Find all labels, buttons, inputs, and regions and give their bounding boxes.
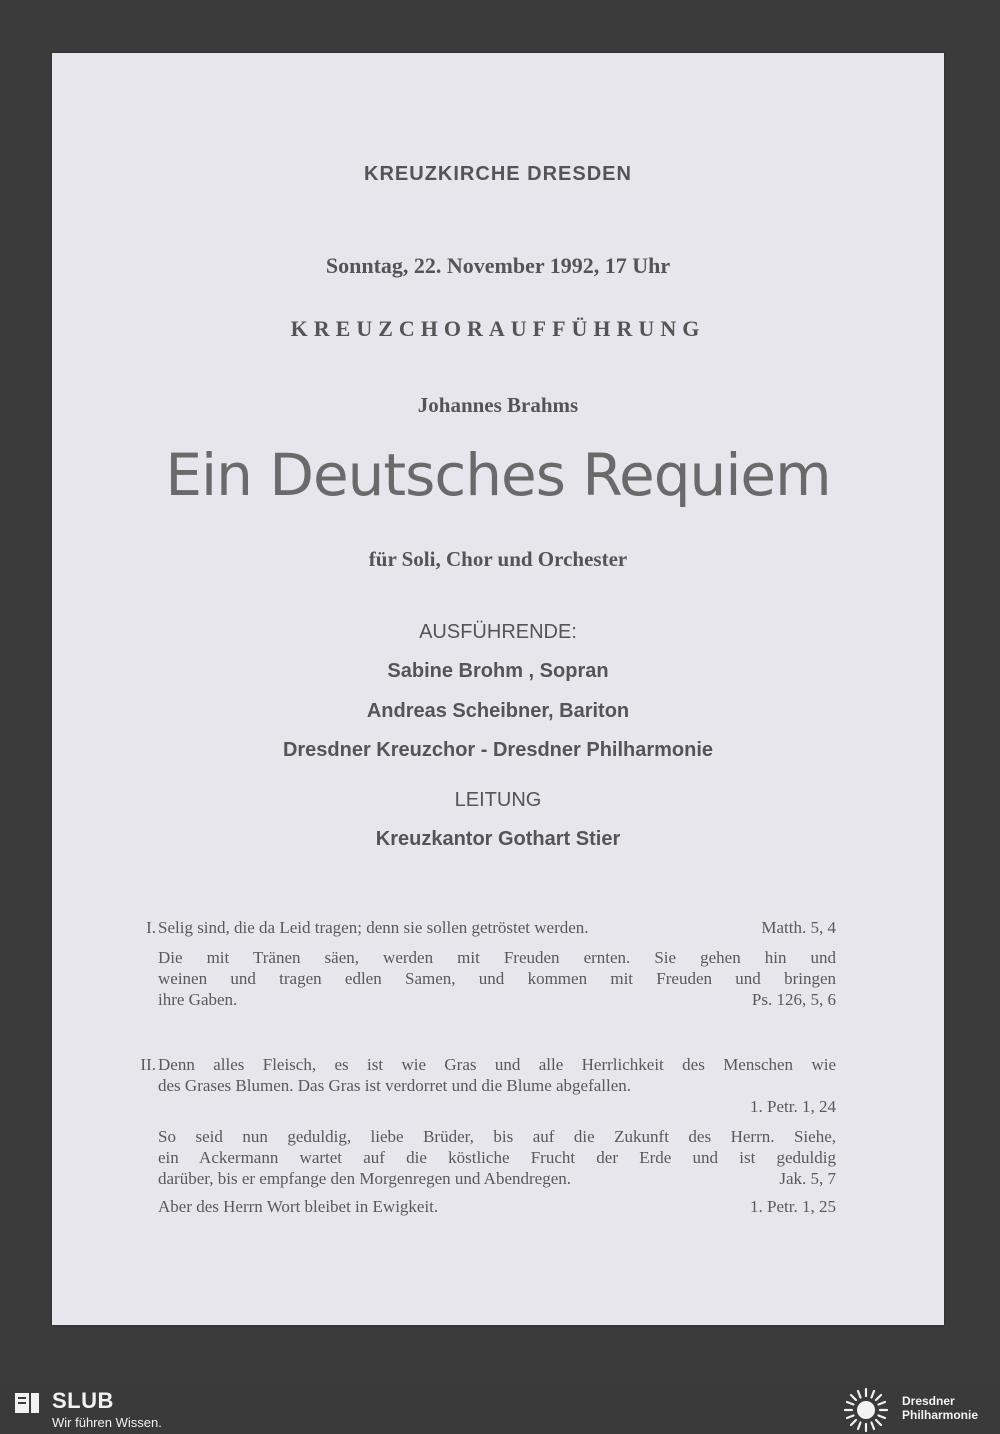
verse-text: Denn alles Fleisch, es ist wie Gras und alle Herrlichkeit des Menschen wie xyxy=(158,1055,836,1074)
verse-text: Selig sind, die da Leid tragen; denn sie sollen getröstet werden. xyxy=(158,918,589,937)
movement-number: I. xyxy=(146,918,156,937)
performer-ensembles: Dresdner Kreuzchor - Dresdner Philharmonie xyxy=(282,739,714,761)
performers-heading: AUSFÜHRENDE: xyxy=(419,621,577,643)
library-tagline: Wir führen Wissen. xyxy=(52,1415,162,1430)
verse-text: Die mit Tränen säen, werden mit Freuden ernten. Sie gehen hin und xyxy=(158,948,836,967)
scripture-ref: 1. Petr. 1, 25 xyxy=(750,1197,836,1216)
program-sheet xyxy=(52,53,944,1325)
scripture-ref: Ps. 126, 5, 6 xyxy=(751,990,836,1009)
viewer-footer xyxy=(0,1384,1000,1434)
philharmonie-logo-icon xyxy=(842,1386,890,1434)
slub-logo-icon xyxy=(14,1390,40,1416)
scripture-ref: Matth. 5, 4 xyxy=(761,918,836,937)
scripture-ref: Jak. 5, 7 xyxy=(779,1169,836,1188)
verse-text: darüber, bis er empfange den Morgenregen und Abendregen. xyxy=(158,1169,571,1188)
venue-heading: KREUZKIRCHE DRESDEN xyxy=(364,163,632,185)
verse-text: So seid nun geduldig, liebe Brüder, bis auf die Zukunft des Herrn. Siehe, xyxy=(158,1127,836,1146)
leadership-heading: LEITUNG xyxy=(454,789,542,811)
verse-text: ihre Gaben. xyxy=(158,990,238,1009)
partner-name-line1: Dresdner xyxy=(902,1394,955,1408)
conductor-name: Kreuzkantor Gothart Stier xyxy=(375,828,621,850)
event-title: KREUZCHORAUFFÜHRUNG xyxy=(290,316,706,341)
text-line xyxy=(158,917,836,938)
verse-text: des Grases Blumen. Das Gras ist verdorret und die Blume abgefallen. xyxy=(158,1076,632,1095)
work-title: Ein Deutsches Requiem xyxy=(165,441,831,509)
performer-soprano: Sabine Brohm , Sopran xyxy=(387,660,609,682)
text-line xyxy=(158,1196,836,1217)
concert-date: Sonntag, 22. November 1992, 17 Uhr xyxy=(325,253,671,278)
partner-name xyxy=(902,1394,978,1422)
verse-text: ein Ackermann wartet auf die köstliche Frucht der Erde und ist geduldig xyxy=(158,1148,836,1167)
text-line xyxy=(158,989,836,1010)
library-name: SLUB xyxy=(52,1388,114,1413)
text-line xyxy=(158,1168,836,1189)
partner-name-line2: Philharmonie xyxy=(902,1408,979,1422)
scripture-ref: 1. Petr. 1, 24 xyxy=(750,1097,836,1116)
verse-text: Aber des Herrn Wort bleibet in Ewigkeit. xyxy=(158,1197,439,1216)
performer-baritone: Andreas Scheibner, Bariton xyxy=(366,700,630,722)
composer-name: Johannes Brahms xyxy=(417,393,579,417)
verse-text: weinen und tragen edlen Samen, und kommen mit Freuden und bringen xyxy=(158,969,836,988)
movement-number: II. xyxy=(140,1055,156,1074)
work-subtitle: für Soli, Chor und Orchester xyxy=(368,547,628,571)
